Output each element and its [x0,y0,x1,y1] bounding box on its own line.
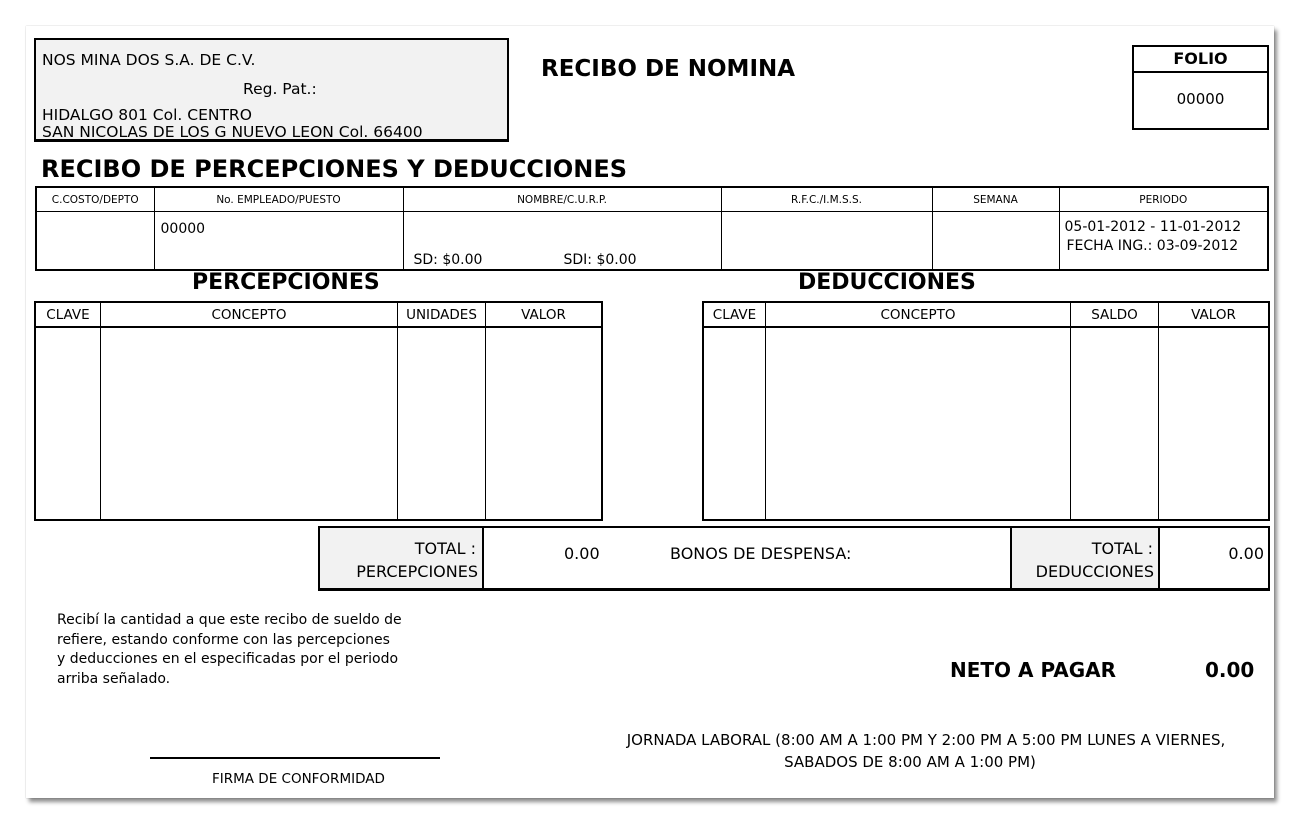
percepciones-label: PERCEPCIONES [356,562,478,581]
total-percepciones-label-cell [320,528,484,588]
signature-line [150,757,440,759]
employee-info-table [35,186,1269,271]
cell-ccosto [36,212,154,271]
fecha-ingreso: FECHA ING.: 03-09-2012 [1066,238,1239,254]
total-percepciones-value: 0.00 [564,544,600,563]
percepciones-title: PERCEPCIONES [192,270,380,295]
acknowledgment-text [57,611,402,689]
neto-label: NETO A PAGAR [950,658,1117,682]
deducciones-label: DEDUCCIONES [1035,562,1154,581]
period-range: 05-01-2012 - 11-01-2012 [1064,219,1242,235]
ded-header-clave: CLAVE [712,307,757,323]
perc-header-clave: CLAVE [46,307,90,323]
totals-row [318,526,1270,591]
sd-value: SD: $0.00 [413,252,483,268]
perc-header-unidades: UNIDADES [406,307,477,323]
cell-nombre [403,212,721,271]
company-address-line1: HIDALGO 801 Col. CENTRO [42,106,252,124]
jornada-line-2: SABADOS DE 8:00 AM A 1:00 PM) [784,753,1036,771]
reg-pat-label: Reg. Pat.: [243,80,317,98]
header-periodo: PERIODO [1059,187,1268,212]
jornada-text [560,729,1260,773]
ded-header-saldo: SALDO [1091,307,1138,323]
folio-value: 00000 [1176,90,1225,108]
folio-label: FOLIO [1134,47,1267,73]
header-ccosto: C.COSTO/DEPTO [36,187,154,212]
receipt-title: RECIBO DE PERCEPCIONES Y DEDUCCIONES [41,155,628,183]
total-percepciones-value-cell [484,528,1012,588]
cell-empleado [154,212,403,271]
ded-header-valor: VALOR [1191,307,1236,323]
ack-line-2: refiere, estando conforme con las percepciones [57,631,390,648]
ded-header-concepto: CONCEPTO [880,307,956,323]
cell-rfc [721,212,932,271]
header-empleado: No. EMPLEADO/PUESTO [154,187,403,212]
document-title: RECIBO DE NOMINA [541,56,796,82]
total-ded-label: TOTAL : [1091,539,1153,558]
bonos-despensa-label: BONOS DE DESPENSA: [670,544,852,563]
deducciones-table [702,301,1270,521]
ack-line-3: y deducciones en el especificadas por el periodo [57,651,399,667]
perc-header-valor: VALOR [521,307,566,323]
cell-periodo [1059,212,1268,271]
jornada-line-1: JORNADA LABORAL (8:00 AM A 1:00 PM Y 2:00 PM A 5:00 PM LUNES A VIERNES, [626,731,1226,749]
neto-value: 0.00 [1205,658,1255,682]
ack-line-1: Recibí la cantidad a que este recibo de sueldo de [57,612,402,628]
header-semana: SEMANA [932,187,1059,212]
deducciones-title: DEDUCCIONES [798,270,976,295]
cell-semana [932,212,1059,271]
total-deducciones-value-cell [1160,528,1268,588]
sdi-value: SDI: $0.00 [563,252,637,268]
header-nombre: NOMBRE/C.U.R.P. [403,187,721,212]
company-info-box [34,38,509,142]
total-deducciones-label-cell [1012,528,1160,588]
header-rfc: R.F.C./I.M.S.S. [721,187,932,212]
ack-line-4: arriba señalado. [57,670,171,687]
folio-box [1132,45,1269,130]
percepciones-table [34,301,603,521]
total-deducciones-value: 0.00 [1228,544,1264,563]
company-address-line2: SAN NICOLAS DE LOS G NUEVO LEON Col. 66400 [42,123,423,141]
total-perc-label: TOTAL : [414,539,476,558]
company-name: NOS MINA DOS S.A. DE C.V. [42,51,256,69]
signature-label: FIRMA DE CONFORMIDAD [212,771,385,787]
perc-header-concepto: CONCEPTO [211,307,287,323]
employee-number: 00000 [160,221,206,237]
